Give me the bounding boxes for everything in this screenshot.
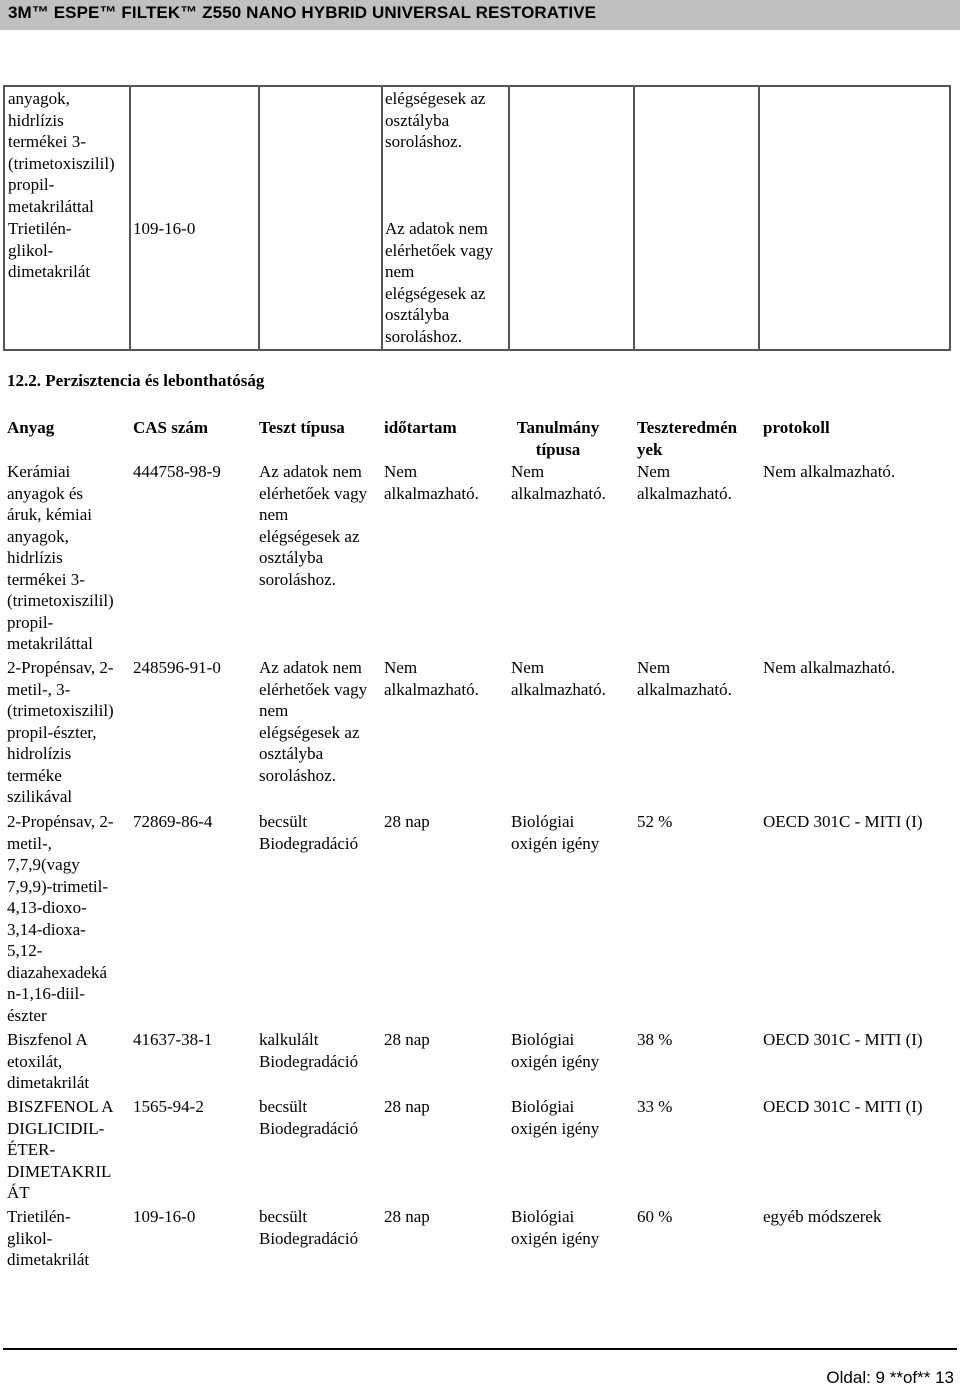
column-divider xyxy=(381,87,383,349)
row-teszt: becsült Biodegradáció xyxy=(259,812,359,853)
row-idotartam: Nem alkalmazható. xyxy=(384,658,479,699)
column-divider xyxy=(258,87,260,349)
row-tanulmany: Biológiai oxigén igény xyxy=(511,1030,600,1071)
continuation-table xyxy=(3,85,951,351)
row-protokoll: egyéb módszerek xyxy=(763,1207,882,1226)
row-idotartam: Nem alkalmazható. xyxy=(384,462,479,503)
row-protokoll: Nem alkalmazható. xyxy=(763,658,896,677)
row-tanulmany: Biológiai oxigén igény xyxy=(511,1207,600,1248)
row-tanulmany: Nem alkalmazható. xyxy=(511,462,606,503)
section-title: 12.2. Perzisztencia és lebonthatóság xyxy=(7,371,265,390)
row-eredmeny: 33 % xyxy=(637,1097,673,1116)
row-tanulmany: Nem alkalmazható. xyxy=(511,658,606,699)
row-eredmeny: 60 % xyxy=(637,1207,673,1226)
row-protokoll: OECD 301C - MITI (I) xyxy=(763,1097,923,1116)
row-anyag: Trietilén- glikol- dimetakrilát xyxy=(7,1207,90,1269)
row-idotartam: 28 nap xyxy=(384,1030,430,1049)
document-title: 3M™ ESPE™ FILTEK™ Z550 NANO HYBRID UNIVERSAL RESTORATIVE xyxy=(8,3,597,22)
row-cas: 109-16-0 xyxy=(133,1207,196,1226)
footer-divider xyxy=(3,1348,957,1350)
column-divider xyxy=(508,87,510,349)
row-teszt: becsült Biodegradáció xyxy=(259,1097,359,1138)
page-number: Oldal: 9 **of** 13 xyxy=(826,1368,954,1387)
header-tanulmany: Tanulmány típusa xyxy=(516,418,600,459)
column-divider xyxy=(129,87,131,349)
row-anyag: 2-Propénsav, 2- metil-, 3- (trimetoxiszilil) propil-észter, hidrolízis terméke szilikával xyxy=(7,658,114,806)
substance-name: Trietilén- glikol- dimetakrilát xyxy=(8,219,91,281)
cas-number: 109-16-0 xyxy=(133,219,196,238)
row-anyag: Kerámiai anyagok és áruk, kémiai anyagok, hidrlízis termékei 3- (trimetoxiszilil) propil- metakriláttal xyxy=(7,462,114,653)
row-teszt: kalkulált Biodegradáció xyxy=(259,1030,359,1071)
row-eredmeny: Nem alkalmazható. xyxy=(637,658,732,699)
header-eredmeny: Teszteredmén yek xyxy=(637,418,738,459)
row-teszt: Az adatok nem elérhetőek vagy nem elégségesek az osztályba soroláshoz. xyxy=(259,658,368,785)
row-teszt: Az adatok nem elérhetőek vagy nem elégségesek az osztályba soroláshoz. xyxy=(259,462,368,589)
substance-name: anyagok, hidrlízis termékei 3- (trimetoxiszilil) propil- metakriláttal xyxy=(8,89,115,216)
header-protokoll: protokoll xyxy=(763,418,830,437)
header-idotartam: időtartam xyxy=(384,418,457,437)
row-protokoll: OECD 301C - MITI (I) xyxy=(763,812,923,831)
row-protokoll: OECD 301C - MITI (I) xyxy=(763,1030,923,1049)
header-anyag: Anyag xyxy=(7,418,55,437)
data-note: elégségesek az osztályba soroláshoz. xyxy=(385,89,486,151)
row-idotartam: 28 nap xyxy=(384,812,430,831)
row-protokoll: Nem alkalmazható. xyxy=(763,462,896,481)
row-tanulmany: Biológiai oxigén igény xyxy=(511,1097,600,1138)
row-cas: 72869-86-4 xyxy=(133,812,213,831)
header-cas: CAS szám xyxy=(133,418,209,437)
document-header xyxy=(0,0,960,30)
row-cas: 41637-38-1 xyxy=(133,1030,213,1049)
row-eredmeny: Nem alkalmazható. xyxy=(637,462,732,503)
column-divider xyxy=(758,87,760,349)
row-eredmeny: 52 % xyxy=(637,812,673,831)
header-teszt: Teszt típusa xyxy=(259,418,345,437)
row-anyag: 2-Propénsav, 2- metil-, 7,7,9(vagy 7,9,9)-trimetil- 4,13-dioxo- 3,14-dioxa- 5,12- diazahexadeká n-1,16-diil- észter xyxy=(7,812,114,1025)
row-idotartam: 28 nap xyxy=(384,1207,430,1226)
row-anyag: BISZFENOL A DIGLICIDIL- ÉTER- DIMETAKRIL ÁT xyxy=(7,1097,114,1202)
row-tanulmany: Biológiai oxigén igény xyxy=(511,812,600,853)
row-teszt: becsült Biodegradáció xyxy=(259,1207,359,1248)
row-anyag: Biszfenol A etoxilát, dimetakrilát xyxy=(7,1030,90,1092)
row-idotartam: 28 nap xyxy=(384,1097,430,1116)
column-divider xyxy=(633,87,635,349)
persistence-table xyxy=(0,416,960,1276)
row-cas: 444758-98-9 xyxy=(133,462,221,481)
row-eredmeny: 38 % xyxy=(637,1030,673,1049)
row-cas: 248596-91-0 xyxy=(133,658,221,677)
row-cas: 1565-94-2 xyxy=(133,1097,204,1116)
data-note: Az adatok nem elérhetőek vagy nem elégségesek az osztályba soroláshoz. xyxy=(385,219,494,346)
